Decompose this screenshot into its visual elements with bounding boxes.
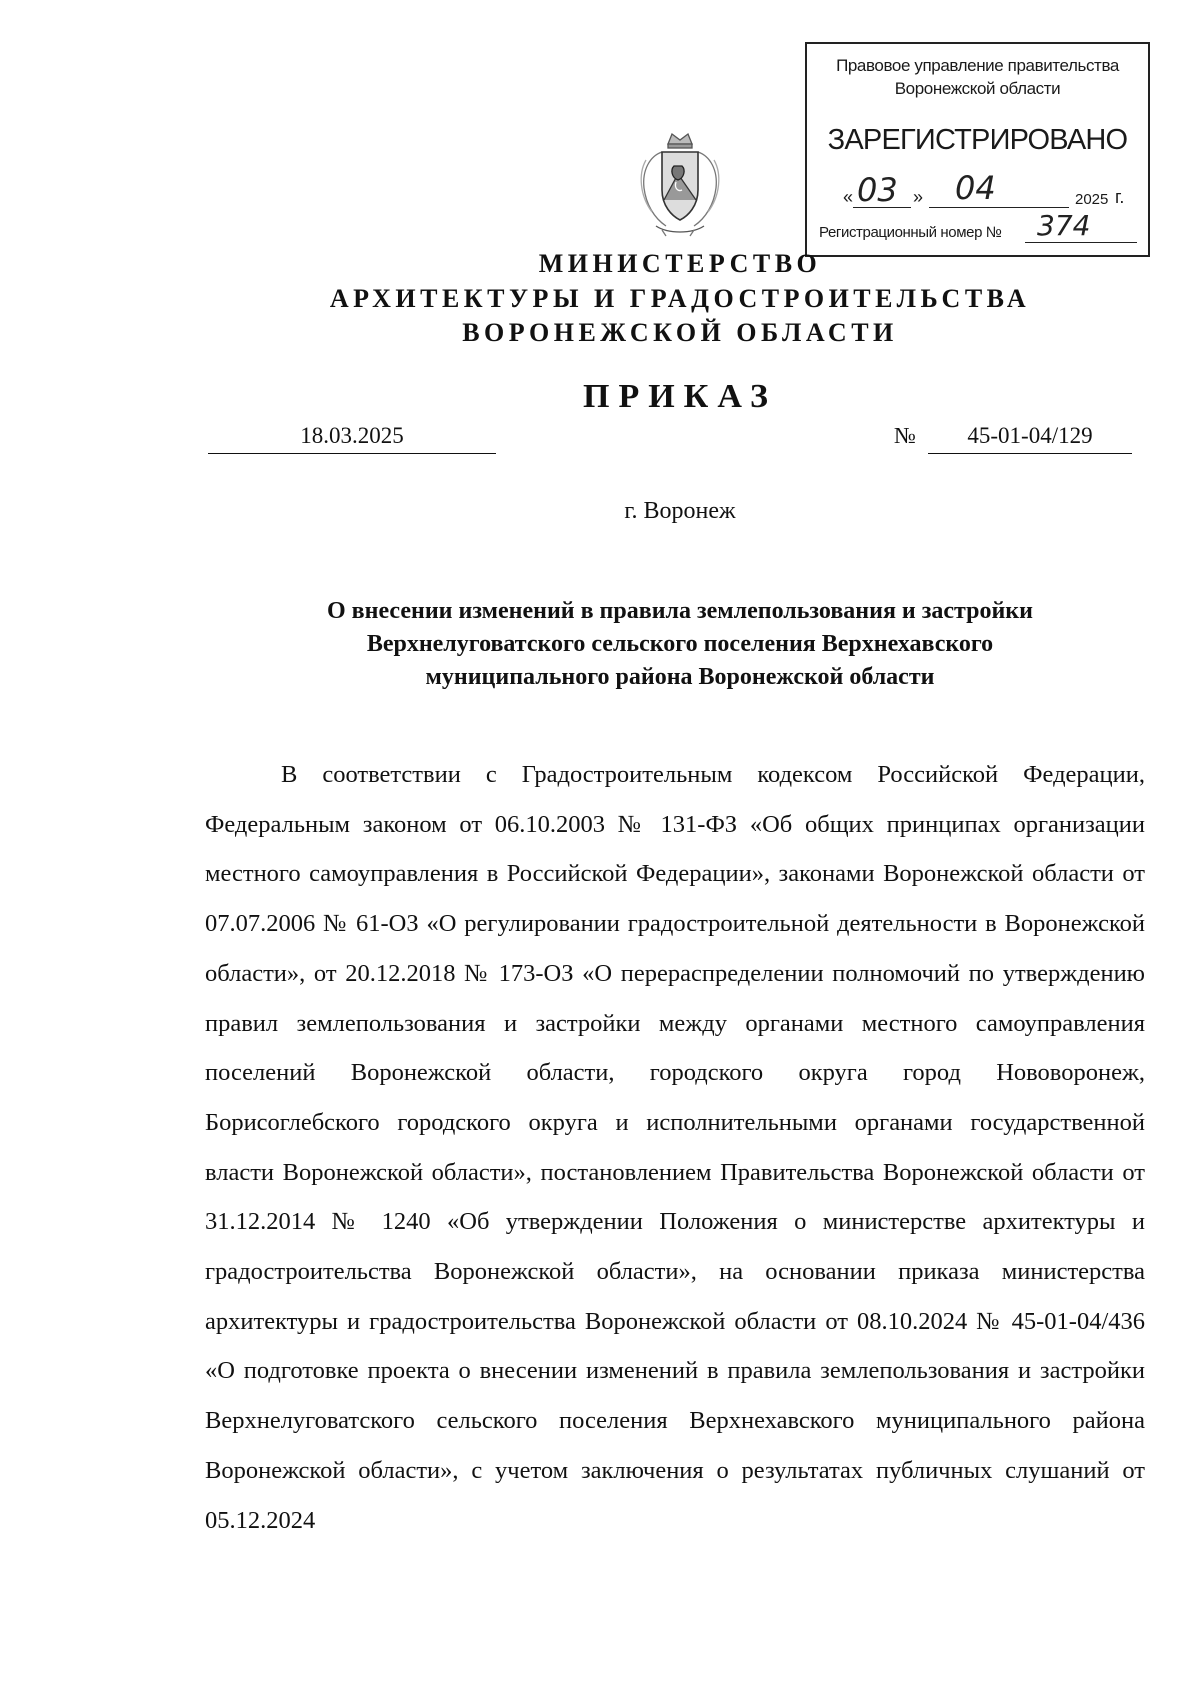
ministry-name-line3: ВОРОНЕЖСКОЙ ОБЛАСТИ [462,318,898,347]
stamp-year-suffix: г. [1115,187,1125,207]
city: г. Воронеж [624,498,736,524]
body-paragraph: В соответствии с Градостроительным кодексом Российской Федерации, Федеральным законом от 06.10.2003 № 131-ФЗ «Об общих принципах организации местного самоуправления в Российской Федерации», законами Воронежской области от 07.07.2006 № 61-ОЗ «О регулировании градостроительной деятельности в Воронежской области», от 20.12.2018 № 173-ОЗ «О перераспределении полномочий по утверждению правил землепользования и застройки между органами местного самоуправления поселений Воронежской области, городского округа город Нововоронеж, Борисоглебского городского округа и исполнительными органами государственной власти Воронежской области», постановлением Правительства Воронежской области от 31.12.2014 № 1240 «Об утверждении Положения о министерстве архитектуры и градостроительства Воронежской области», на основании приказа министерства архитектуры и градостроительства Воронежской области от 08.10.2024 № 45-01-04/436 «О подготовке проекта о внесении изменений в правила землепользования и застройки Верхнелуговатского сельского поселения Верхнехавского муниципального района Воронежской области», с учетом заключения о результатах публичных слушаний от 05.12.2024 [205,761,1145,1534]
ministry-name-line2: АРХИТЕКТУРЫ И ГРАДОСТРОИТЕЛЬСТВА [329,284,1031,313]
stamp-organization-line1: Правовое управление правительства [836,56,1119,75]
stamp-organization-line2: Воронежской области [894,79,1061,98]
stamp-year: 2025 [1075,191,1109,208]
stamp-regnum: 374 [1037,209,1091,242]
order-date: 18.03.2025 [208,423,496,454]
stamp-date: « 03 » 04 2025 г. [843,169,1125,209]
order-number: 45-01-04/129 [928,423,1132,454]
order-title-line2: Верхнелуговатского сельского поселения Верхнехавского [366,631,994,657]
order-title-line3: муниципального района Воронежской области [425,664,935,690]
stamp-regnum-label: Регистрационный номер № [819,224,1002,241]
number-sign: № [894,423,916,448]
stamp-status: ЗАРЕГИСТРИРОВАНО [827,124,1128,156]
document-type: ПРИКАЗ [583,378,777,415]
registration-stamp [805,42,1150,257]
stamp-month: 04 [955,169,996,207]
order-title-line1: О внесении изменений в правила землепользования и застройки [327,598,1033,624]
stamp-day: 03 [857,171,898,209]
ministry-name-line1: МИНИСТЕРСТВО [538,249,822,278]
coat-of-arms-icon [632,130,728,238]
